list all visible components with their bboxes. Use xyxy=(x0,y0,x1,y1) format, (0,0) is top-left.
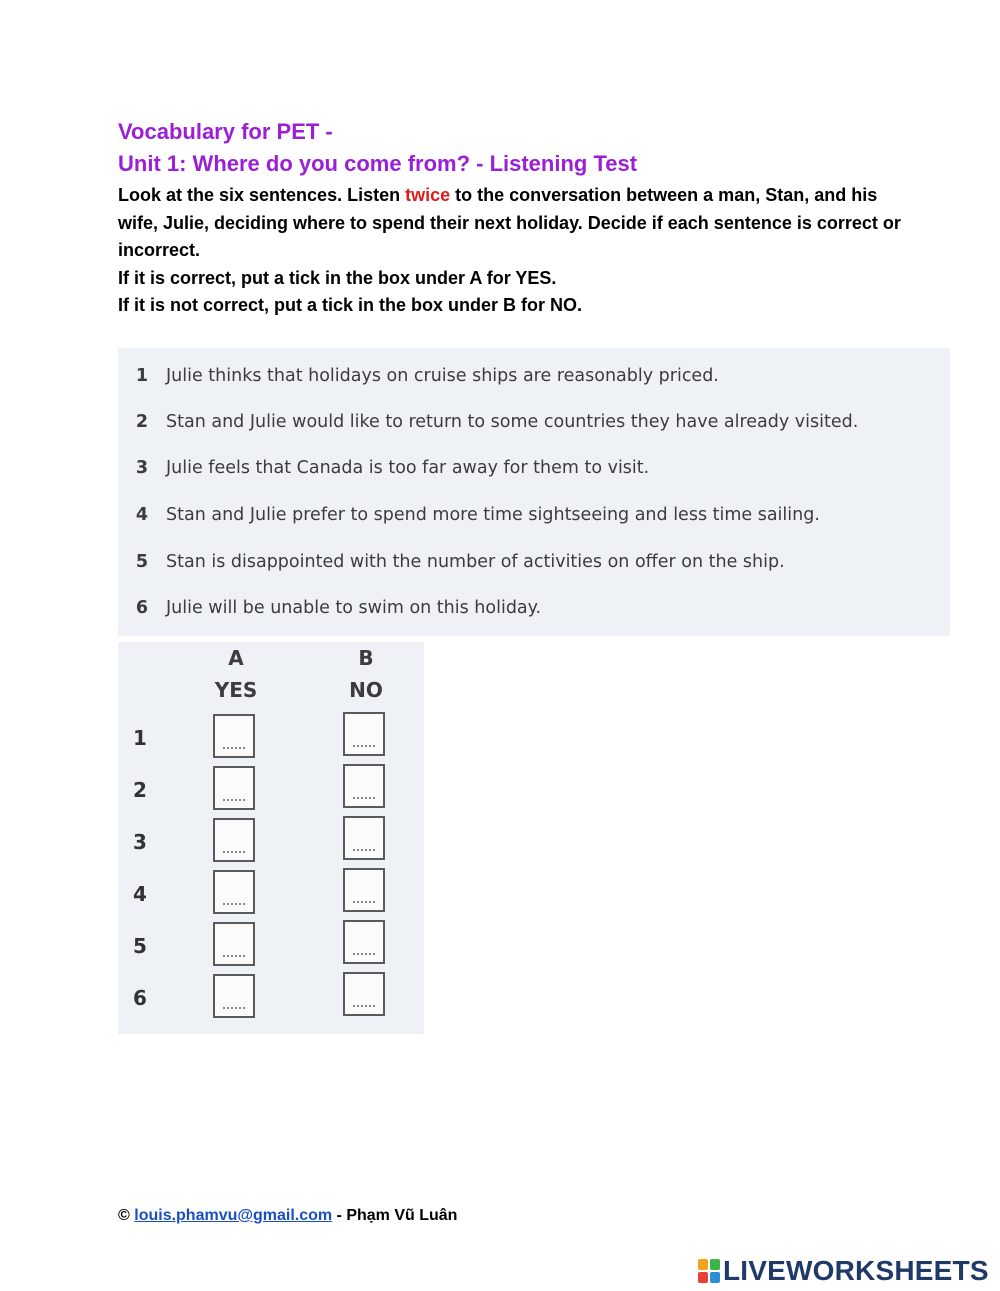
sentence-number: 5 xyxy=(135,552,148,572)
sentence-row xyxy=(118,453,649,483)
logo-cube-icon xyxy=(698,1259,720,1283)
sentence-row xyxy=(118,593,541,623)
column-b-letter: B xyxy=(358,646,374,670)
answer-box-6-yes[interactable] xyxy=(213,974,255,1018)
answer-box-5-yes[interactable] xyxy=(213,922,255,966)
row-number: 6 xyxy=(133,986,147,1010)
instructions xyxy=(118,182,918,320)
sentence-row xyxy=(118,547,785,577)
sentence-number: 3 xyxy=(135,458,148,478)
sentence-text: Julie feels that Canada is too far away for them to visit. xyxy=(166,458,650,478)
author-name: - Phạm Vũ Luân xyxy=(332,1207,458,1224)
sentence-text: Julie will be unable to swim on this holiday. xyxy=(166,598,542,618)
answer-box-6-no[interactable] xyxy=(343,972,385,1016)
answer-box-2-yes[interactable] xyxy=(213,766,255,810)
column-a-letter: A xyxy=(228,646,244,670)
instructions-yes-line: If it is correct, put a tick in the box under A for YES. xyxy=(118,267,557,288)
copyright-symbol: © xyxy=(118,1207,130,1224)
answer-box-1-yes[interactable] xyxy=(213,714,255,758)
row-number: 1 xyxy=(133,726,147,750)
sentence-row xyxy=(118,407,858,437)
sentence-number: 4 xyxy=(135,505,148,525)
answer-box-1-no[interactable] xyxy=(343,712,385,756)
sentence-text: Stan and Julie would like to return to some countries they have already visited. xyxy=(166,412,859,432)
logo-cube-square xyxy=(710,1259,720,1270)
footer-credit xyxy=(118,1207,457,1225)
answer-box-4-yes[interactable] xyxy=(213,870,255,914)
instructions-part2: to the conversation between a man, Stan, and his wife, Julie, deciding where to spend their next holiday. Decide if each sentence is correct or incorrect. xyxy=(118,185,901,261)
worksheet-subtitle: Unit 1: Where do you come from? - Listening Test xyxy=(118,151,638,176)
row-number: 3 xyxy=(133,830,147,854)
sentence-number: 1 xyxy=(135,366,148,386)
sentence-number: 6 xyxy=(135,598,148,618)
logo-cube-square xyxy=(698,1259,708,1270)
column-a-label: YES xyxy=(214,678,258,702)
answer-grid xyxy=(118,642,424,1034)
row-number: 4 xyxy=(133,882,147,906)
liveworksheets-logo xyxy=(698,1256,989,1286)
sentence-number: 2 xyxy=(135,412,148,432)
sentence-text: Stan is disappointed with the number of activities on offer on the ship. xyxy=(166,552,785,572)
sentence-row xyxy=(118,361,719,391)
sentences-panel xyxy=(118,348,950,636)
answer-box-4-no[interactable] xyxy=(343,868,385,912)
answer-box-3-yes[interactable] xyxy=(213,818,255,862)
answer-box-2-no[interactable] xyxy=(343,764,385,808)
logo-text: LIVEWORKSHEETS xyxy=(723,1255,989,1286)
instructions-part1: Look at the six sentences. Listen xyxy=(118,185,406,205)
sentence-text: Julie thinks that holidays on cruise ships are reasonably priced. xyxy=(166,366,719,386)
answer-box-3-no[interactable] xyxy=(343,816,385,860)
instructions-no-line: If it is not correct, put a tick in the box under B for NO. xyxy=(118,295,583,316)
author-email-link[interactable]: louis.phamvu@gmail.com xyxy=(134,1207,333,1224)
instructions-highlight: twice xyxy=(405,185,451,205)
sentence-row xyxy=(118,500,820,530)
sentence-text: Stan and Julie prefer to spend more time sightseeing and less time sailing. xyxy=(166,505,820,525)
logo-cube-square xyxy=(710,1272,720,1283)
row-number: 2 xyxy=(133,778,147,802)
worksheet-title: Vocabulary for PET - xyxy=(118,119,333,144)
row-number: 5 xyxy=(133,934,147,958)
column-b-label: NO xyxy=(349,678,383,702)
logo-cube-square xyxy=(698,1272,708,1283)
answer-box-5-no[interactable] xyxy=(343,920,385,964)
